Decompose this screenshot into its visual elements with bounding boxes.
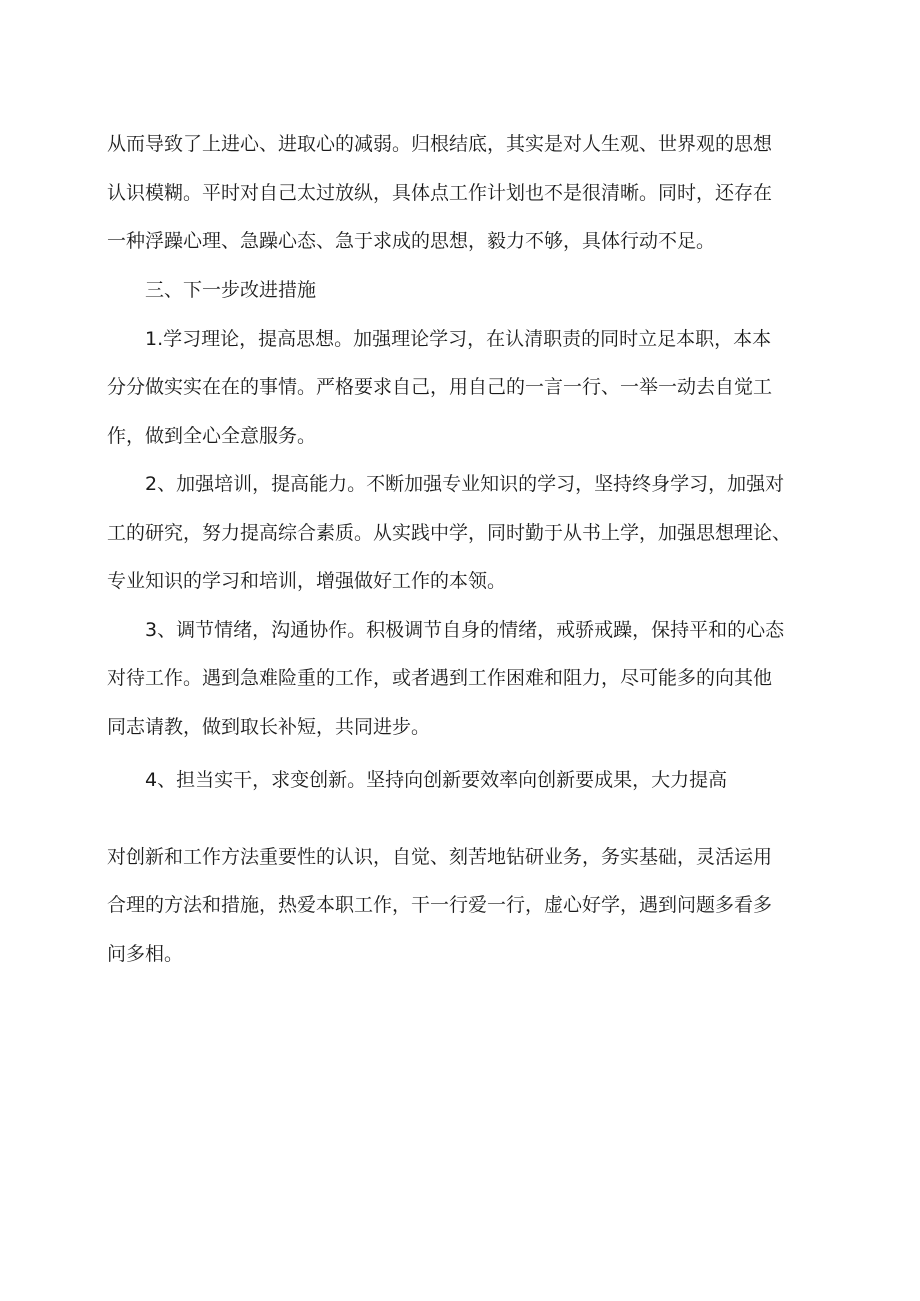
paragraph-line: 3、调节情绪，沟通协作。积极调节自身的情绪，戒骄戒躁，保持平和的心态 bbox=[145, 619, 785, 641]
paragraph-line: 对待工作。遇到急难险重的工作，或者遇到工作困难和阻力，尽可能多的向其他 bbox=[107, 667, 773, 689]
paragraph-line: 1.学习理论，提高思想。加强理论学习，在认清职责的同时立足本职，本本 bbox=[145, 328, 772, 350]
paragraph-line: 4、担当实干，求变创新。坚持向创新要效率向创新要成果，大力提高 bbox=[145, 769, 728, 791]
paragraph-line: 对创新和工作方法重要性的认识，自觉、刻苦地钻研业务，务实基础，灵活运用 bbox=[107, 846, 773, 868]
paragraph-line: 认识模糊。平时对自己太过放纵，具体点工作计划也不是很清晰。同时，还存在 bbox=[107, 182, 773, 204]
paragraph-line: 同志请教，做到取长补短，共同进步。 bbox=[107, 716, 431, 738]
section-heading: 三、下一步改进措施 bbox=[145, 279, 317, 301]
paragraph-line: 工的研究，努力提高综合素质。从实践中学，同时勤于从书上学，加强思想理论、 bbox=[107, 522, 792, 544]
paragraph-line: 专业知识的学习和培训，增强做好工作的本领。 bbox=[107, 570, 507, 592]
paragraph-line: 作，做到全心全意服务。 bbox=[107, 425, 317, 447]
paragraph-line: 一种浮躁心理、急躁心态、急于求成的思想，毅力不够，具体行动不足。 bbox=[107, 230, 716, 252]
paragraph-line: 合理的方法和措施，热爱本职工作，干一行爱一行，虚心好学，遇到问题多看多 bbox=[107, 894, 773, 916]
paragraph-line: 问多相。 bbox=[107, 943, 184, 965]
paragraph-line: 2、加强培训，提高能力。不断加强专业知识的学习，坚持终身学习，加强对 bbox=[145, 473, 785, 495]
paragraph-line: 分分做实实在在的事情。严格要求自己，用自己的一言一行、一举一动去自觉工 bbox=[107, 376, 773, 398]
paragraph-line: 从而导致了上进心、进取心的减弱。归根结底，其实是对人生观、世界观的思想 bbox=[107, 133, 773, 155]
